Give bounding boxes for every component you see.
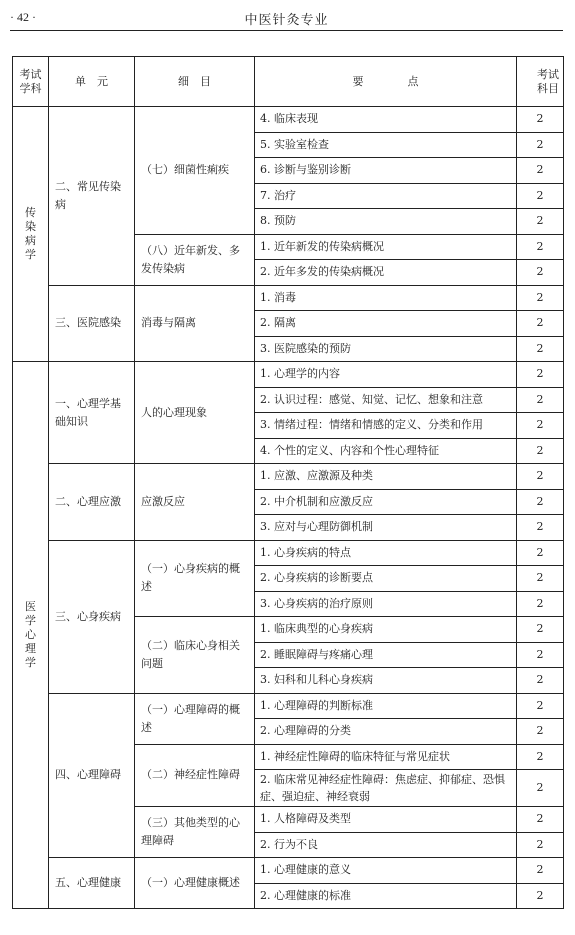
unit-cell: 二、心理应激	[49, 464, 135, 541]
column-header-subject: 考试 学科	[13, 57, 49, 107]
point-cell: 1. 人格障碍及类型	[255, 807, 517, 833]
subject-cell	[13, 362, 49, 909]
exam-code-cell: 2	[517, 858, 564, 884]
subject-name: 传染病学	[25, 206, 36, 261]
column-header-points: 要 点	[255, 57, 517, 107]
page-title: 中医针灸专业	[244, 13, 329, 28]
point-cell: 1. 近年新发的传染病概况	[255, 234, 517, 260]
point-cell: 6. 诊断与鉴别诊断	[255, 158, 517, 184]
exam-code-cell: 2	[517, 438, 564, 464]
point-cell: 1. 心理健康的意义	[255, 858, 517, 884]
point-cell: 2. 中介机制和应激反应	[255, 489, 517, 515]
exam-code-cell: 2	[517, 158, 564, 184]
point-cell: 2. 心身疾病的诊断要点	[255, 566, 517, 592]
exam-code-cell: 2	[517, 336, 564, 362]
point-cell: 1. 临床典型的心身疾病	[255, 617, 517, 643]
unit-cell: 五、心理健康	[49, 858, 135, 909]
point-cell: 1. 心理障碍的判断标准	[255, 693, 517, 719]
detail-cell: （八）近年新发、多发传染病	[135, 234, 255, 285]
point-cell: 8. 预防	[255, 209, 517, 235]
exam-code-cell: 2	[517, 719, 564, 745]
detail-cell: （一）心理障碍的概述	[135, 693, 255, 744]
table-row	[13, 693, 564, 719]
exam-code-cell: 2	[517, 744, 564, 770]
exam-code-cell: 2	[517, 260, 564, 286]
detail-cell: （一）心理健康概述	[135, 858, 255, 909]
unit-cell: 三、心身疾病	[49, 540, 135, 693]
exam-code-cell: 2	[517, 387, 564, 413]
exam-code-cell: 2	[517, 362, 564, 388]
exam-code-cell: 2	[517, 668, 564, 694]
exam-code-cell: 2	[517, 807, 564, 833]
exam-code-cell: 2	[517, 642, 564, 668]
table-row	[13, 285, 564, 311]
point-cell: 2. 心理障碍的分类	[255, 719, 517, 745]
page-header	[10, 6, 563, 32]
point-cell: 2. 心理健康的标准	[255, 883, 517, 909]
page-number: · 42 ·	[10, 10, 36, 24]
detail-cell: （三）其他类型的心理障碍	[135, 807, 255, 858]
point-cell: 5. 实验室检查	[255, 132, 517, 158]
table-row	[13, 362, 564, 388]
column-header-unit: 单 元	[49, 57, 135, 107]
exam-code-cell: 2	[517, 540, 564, 566]
exam-code-cell: 2	[517, 234, 564, 260]
exam-code-cell: 2	[517, 883, 564, 909]
exam-code-cell: 2	[517, 489, 564, 515]
point-cell: 1. 消毒	[255, 285, 517, 311]
point-cell: 1. 应激、应激源及种类	[255, 464, 517, 490]
point-cell: 7. 治疗	[255, 183, 517, 209]
exam-code-cell: 2	[517, 515, 564, 541]
point-cell: 2. 近年多发的传染病概况	[255, 260, 517, 286]
exam-code-cell: 2	[517, 209, 564, 235]
point-cell: 3. 情绪过程：情绪和情感的定义、分类和作用	[255, 413, 517, 439]
exam-code-cell: 2	[517, 464, 564, 490]
unit-cell: 四、心理障碍	[49, 693, 135, 858]
point-cell: 2. 睡眠障碍与疼痛心理	[255, 642, 517, 668]
table-row	[13, 540, 564, 566]
detail-cell: （二）临床心身相关问题	[135, 617, 255, 694]
detail-cell: 消毒与隔离	[135, 285, 255, 362]
point-cell: 2. 临床常见神经症性障碍：焦虑症、抑郁症、恐惧症、强迫症、神经衰弱	[255, 770, 517, 807]
subject-cell	[13, 107, 49, 362]
unit-cell: 三、医院感染	[49, 285, 135, 362]
table-row	[13, 464, 564, 490]
table-header-row	[13, 57, 564, 107]
syllabus-table	[12, 56, 564, 909]
table-row	[13, 107, 564, 133]
exam-code-cell: 2	[517, 183, 564, 209]
column-header-exam: 考试 科目	[517, 57, 564, 107]
subject-name: 医学心理学	[25, 600, 36, 669]
point-cell: 3. 妇科和儿科心身疾病	[255, 668, 517, 694]
point-cell: 3. 心身疾病的治疗原则	[255, 591, 517, 617]
detail-cell: 人的心理现象	[135, 362, 255, 464]
point-cell: 3. 医院感染的预防	[255, 336, 517, 362]
column-header-detail: 细 目	[135, 57, 255, 107]
detail-cell: （七）细菌性痢疾	[135, 107, 255, 235]
point-cell: 4. 个性的定义、内容和个性心理特征	[255, 438, 517, 464]
exam-code-cell: 2	[517, 693, 564, 719]
exam-code-cell: 2	[517, 770, 564, 807]
table-row	[13, 858, 564, 884]
exam-code-cell: 2	[517, 285, 564, 311]
detail-cell: （二）神经症性障碍	[135, 744, 255, 807]
point-cell: 2. 隔离	[255, 311, 517, 337]
exam-code-cell: 2	[517, 311, 564, 337]
header-rule	[10, 30, 563, 31]
exam-code-cell: 2	[517, 566, 564, 592]
point-cell: 3. 应对与心理防御机制	[255, 515, 517, 541]
detail-cell: （一）心身疾病的概述	[135, 540, 255, 617]
detail-cell: 应激反应	[135, 464, 255, 541]
point-cell: 2. 认识过程：感觉、知觉、记忆、想象和注意	[255, 387, 517, 413]
exam-code-cell: 2	[517, 591, 564, 617]
point-cell: 1. 心理学的内容	[255, 362, 517, 388]
point-cell: 4. 临床表现	[255, 107, 517, 133]
unit-cell: 二、常见传染病	[49, 107, 135, 286]
exam-code-cell: 2	[517, 413, 564, 439]
exam-code-cell: 2	[517, 132, 564, 158]
point-cell: 1. 心身疾病的特点	[255, 540, 517, 566]
unit-cell: 一、心理学基础知识	[49, 362, 135, 464]
exam-code-cell: 2	[517, 107, 564, 133]
exam-code-cell: 2	[517, 617, 564, 643]
point-cell: 1. 神经症性障碍的临床特征与常见症状	[255, 744, 517, 770]
exam-code-cell: 2	[517, 832, 564, 858]
point-cell: 2. 行为不良	[255, 832, 517, 858]
